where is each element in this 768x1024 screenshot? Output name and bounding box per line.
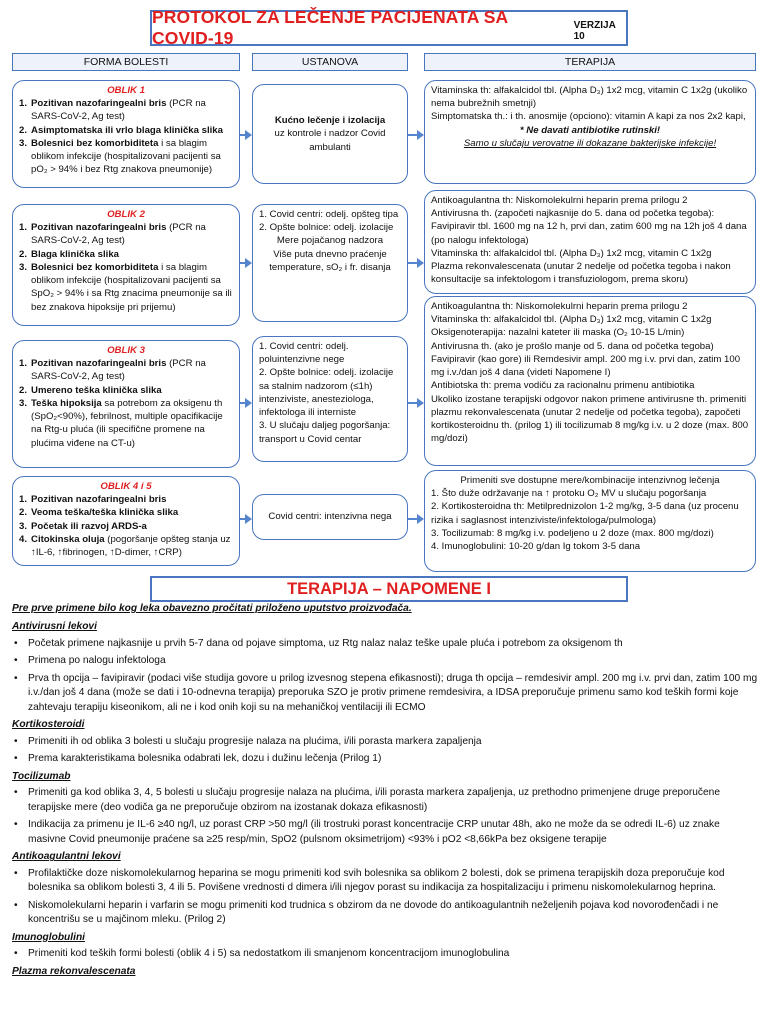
list-item: • Prema karakteristikama bolesnika odabrati lek, dozu i dužinu lečenja (Prilog 1) <box>12 752 758 766</box>
therapy-line: Vitaminska th: alfakalcidol tbl. (Alpha D₃) 1x2 mcg, vitamin C 1x2g <box>431 247 712 259</box>
terapija-box-oblik-2 <box>424 190 756 294</box>
therapy-line: Antivirusna th. (ako je prošlo manje od 5. dana od početka tegoba) Favipiravir (kao gore) ili Remdesivir ampl. 200 mg i.v. prvi dan, zatim 100 mg i.v./dan još 4 dana (videti Napomene I) <box>431 340 741 379</box>
list-item: • Primeniti kod teških formi bolesti (oblik 4 i 5) sa nedostatkom ili smanjenom koncentracijom imunoglobulina <box>12 947 758 961</box>
terapija-box-oblik-3 <box>424 296 756 466</box>
list-item: 4. Citokinska oluja (pogoršanje opšteg stanja uz ↑IL-6, ↑fibrinogen, ↑D-dimer, ↑CRP) <box>19 533 231 559</box>
ustanova-line: Kućno lečenje i izolacija <box>274 115 386 127</box>
section-title-kortikosteroidi: Kortikosteroidi <box>12 719 85 731</box>
notes-body <box>12 602 758 981</box>
list-item: • Prva th opcija – favipiravir (podaci više studija govore u prilog izvesnog stepena efikasnosti); druga th opcija – remdesivir ampl. 200 mg i.v. prvi dan, zatim 100 mg i.v./dan još 4 dana (može se dati i 10-odnevna terapija) preporuka SZO je protiv primene remdesivira, a IDSA preporučuje primenu samo kod teških formi koje zahtevaju terapiju kiseonikom, ali ne i kod onih koji su na mehaničkoj ventilaciji ili ECMO <box>12 672 758 715</box>
list-item: • Primeniti ih od oblika 3 bolesti u slučaju progresije nalaza na plućima, i/ili porasta markera zapaljenja <box>12 735 758 749</box>
notes-intro: Pre prve primene bilo kog leka obavezno pročitati priloženo uputstvo proizvođača. <box>12 603 412 614</box>
therapy-line: Vitaminska th: alfakalcidol tbl. (Alpha D₃) 1x2 mcg, vitamin C 1x2g <box>431 314 712 326</box>
therapy-line: 2. Kortikosteroidna th: Metilprednizolon 1-2 mg/kg, 3-5 dana (uz procenu rizika i saglasnost intenziviste/infektologa/pulmologa) <box>431 501 739 526</box>
notes-heading: TERAPIJA – NAPOMENE I <box>150 576 628 602</box>
terapija-box-oblik-1 <box>424 80 756 184</box>
list-item: 1. Pozitivan nazofaringealni bris <box>19 494 167 506</box>
ustanova-box-oblik-2 <box>252 204 408 322</box>
arrow-icon <box>408 134 422 136</box>
ustanova-line: 1. Covid centri: odelj. opšteg tipa <box>259 209 399 220</box>
list-item: 1. Pozitivan nazofaringealni bris (PCR na SARS-CoV-2, Ag test) <box>19 98 206 123</box>
list-item: 3. Bolesnici bez komorbiditeta i sa blagim oblikom infekcije (hospitalizovani pacijenti sa SpO₂ > 94% i sa Rtg znacima pneumonije sa ili bez znakova hipoksije pri prijemu) <box>19 261 232 313</box>
therapy-line: 1. Što duže održavanje na ↑ protoku O₂ MV u slučaju pogoršanja <box>431 488 707 500</box>
list-item: 2. Umereno teška klinička slika <box>19 384 162 396</box>
ustanova-line: 1. Covid centri: odelj. poluintenzivne nege <box>259 341 349 366</box>
list-item: • Početak primene najkasnije u prvih 5-7 dana od pojave simptoma, uz Rtg nalaz nalaz teške upale pluća i potrebom za oksigenom th <box>12 637 758 651</box>
list-item: 1. Pozitivan nazofaringealni bris (PCR na SARS-CoV-2, Ag test) <box>19 358 206 383</box>
ustanova-box-oblik-4-5 <box>252 494 408 540</box>
header-terapija: TERAPIJA <box>424 53 756 71</box>
list-item: 3. Početak ili razvoj ARDS-a <box>19 520 147 532</box>
bullet-icon: • <box>14 672 18 684</box>
therapy-line: Ukoliko izostane terapijski odgovor nakon primene antivirusne th. primeniti plazmu rekonvalescenata (unutar 2 nedelje od početka tegoba), započeti kortikosteroidnu th. (prilog 1) ili tocilizumab 8 mg/kg i.v. u 2 doze (max. 800 mg/dozi) <box>431 393 749 445</box>
form-box-oblik-1 <box>12 80 240 188</box>
therapy-line: Primeniti sve dostupne mere/kombinacije intenzivnog lečenja <box>460 475 720 486</box>
therapy-line: Simptomatska th.: i th. anosmije (opciono): vitamin A kapi za nos 2x2 kapi, <box>431 111 746 123</box>
ustanova-box-oblik-3 <box>252 336 408 462</box>
therapy-line: Oksigenoterapija: nazalni kateter ili maska (O₂ 10-15 L/min) <box>431 327 685 339</box>
list-item: • Indikacija za primenu je IL-6 ≥40 ng/l, uz porast CRP >50 mg/l (ili trostruki porast koncentracije CRP unutar 48h, ako ne može da se odredi IL-6) uz znake masivne Covid pneumonije praćene sa ≥25 resp/min, SpO2 (pulsnom oksimetrijom) <93% i pO2 <8,66kPa bez oksigene terapije <box>12 818 758 847</box>
therapy-line: Vitaminska th: alfakalcidol tbl. (Alpha D₃) 1x2 mcg, vitamin C 1x2g (ukoliko nema bubrežnih smetnji) <box>431 85 748 110</box>
bullet-icon: • <box>14 867 18 879</box>
list-item: 2. Asimptomatska ili vrlo blaga klinička slika <box>19 124 223 136</box>
header-ustanova: USTANOVA <box>252 53 408 71</box>
ustanova-line: Covid centri: intenzivna nega <box>268 511 392 523</box>
bullet-icon: • <box>14 819 18 831</box>
document-title-box <box>150 7 628 48</box>
ustanova-line: 2. Opšte bolnice: odelj. izolacije <box>259 222 394 234</box>
therapy-line: Antibiotska th: prema vodiču za racionalnu primenu antibiotika <box>431 380 695 392</box>
therapy-line: Plazma rekonvalescenata (unutar 2 nedelje od početka tegoba i nakon konsultacije sa infektologom i transfuziologom, prema skoru) <box>431 261 731 286</box>
terapija-box-oblik-4-5 <box>424 470 756 572</box>
arrow-icon <box>240 262 250 264</box>
section-title-imunoglobulini: Imunoglobulini <box>12 931 85 943</box>
therapy-line: Antikoagulantna th: Niskomolekulrni heparin prema prilogu 2 <box>431 195 688 206</box>
oblik-label: OBLIK 2 <box>107 209 145 220</box>
therapy-line: Antivirusna th. (započeti najkasnije do 5. dana od početka tegoba): Favipiravir tbl. 1600 mg na 12 h, prvi dan, zatim 600 mg na 12h još 4 dana (po nalogu infektologa) <box>431 208 747 246</box>
list-item: 2. Veoma teška/teška klinička slika <box>19 507 179 519</box>
oblik-label: OBLIK 1 <box>107 85 145 96</box>
bullet-icon: • <box>14 655 18 667</box>
section-title-plazma: Plazma rekonvalescenata <box>12 965 136 977</box>
ustanova-box-oblik-1 <box>252 84 408 184</box>
list-item: 3. Teška hipoksija sa potrebom za oksigenu th (SpO₂<90%), febrilnost, multiple opacifikacije na Rtg-u pluća (ili specifične promene na plućima viđene na CT-u) <box>19 397 223 449</box>
list-item: • Niskomolekularni heparin i varfarin se mogu primeniti kod trudnica s obzirom da ne dovode do antikoagulantnih neželjenih pojava kod novorođenčadi i ne koncentrišu se u majčinom mleku. (Prilog 2) <box>12 899 758 928</box>
section-title-tocilizumab: Tocilizumab <box>12 770 71 782</box>
bullet-icon: • <box>14 735 18 747</box>
bullet-icon: • <box>14 899 18 911</box>
arrow-icon <box>408 262 422 264</box>
version-label: VERZIJA 10 <box>573 19 616 42</box>
bullet-icon: • <box>14 948 18 960</box>
ustanova-line: Mere pojačanog nadzora <box>276 235 384 247</box>
bullet-icon: • <box>14 753 18 765</box>
therapy-warning: * Ne davati antibiotike rutinski! <box>519 124 661 136</box>
therapy-line: 3. Tocilizumab: 8 mg/kg i.v. podeljeno u 2 doze (max. 800 mg/dozi) <box>431 527 714 539</box>
oblik-label: OBLIK 3 <box>107 345 145 356</box>
ustanova-line: 3. U slučaju daljeg pogoršanja: transport u Covid centar <box>259 420 391 445</box>
ustanova-line: Više puta dnevno praćenje temperature, sO₂ i fr. disanja <box>269 248 391 273</box>
form-box-oblik-3 <box>12 340 240 468</box>
bullet-icon: • <box>14 637 18 649</box>
oblik-label: OBLIK 4 i 5 <box>100 481 152 492</box>
form-box-oblik-4-5 <box>12 476 240 566</box>
ustanova-line: 2. Opšte bolnice: odelj. izolacije sa stalnim nadzorom (≤1h) intenziviste, anesteziologa, infektologa ili interniste <box>259 367 394 419</box>
therapy-note: Samo u slučaju verovatne ili dokazane bakterijske infekcije! <box>463 137 717 149</box>
section-title-antikoagulantni: Antikoagulantni lekovi <box>12 851 121 863</box>
list-item: 1. Pozitivan nazofaringealni bris (PCR na SARS-CoV-2, Ag test) <box>19 222 206 247</box>
list-item: 3. Bolesnici bez komorbiditeta i sa blagim oblikom infekcije (hospitalizovani pacijenti sa pO₂ > 94% i bez Rtg znakova pneumonije) <box>19 137 221 176</box>
arrow-icon <box>240 134 250 136</box>
header-forma-bolesti: FORMA BOLESTI <box>12 53 240 71</box>
list-item: 2. Blaga klinička slika <box>19 248 120 260</box>
bullet-icon: • <box>14 787 18 799</box>
form-box-oblik-2 <box>12 204 240 326</box>
list-item: • Profilaktičke doze niskomolekularnog heparina se mogu primeniti kod svih bolesnika sa oblikom 2 bolesti, dok se primena terapijskih doza preporučuje kod bolesnika sa oblikom bolesti 3, 4 ili 5. Povišene vrednosti d dimera i/ili njegov porast su indikacija za hospitalizaciju i primenu niskomolekularnog heprina. <box>12 867 758 896</box>
list-item: • Primeniti ga kod oblika 3, 4, 5 bolesti u slučaju progresije nalaza na plućima, i/ili porasta markera zapaljenja, uz prethodno primenjene druge preporučene terapijske mere (deo vodiča ga ne preporučuje obzirom na izostanak dokaza efikasnosti) <box>12 786 758 815</box>
arrow-icon <box>408 518 422 520</box>
arrow-icon <box>240 402 250 404</box>
ustanova-line: uz kontrole i nadzor Covid ambulanti <box>274 128 386 153</box>
arrow-icon <box>240 518 250 520</box>
list-item: • Primena po nalogu infektologa <box>12 654 758 668</box>
section-title-antivirusni: Antivirusni lekovi <box>12 621 97 633</box>
therapy-line: 4. Imunoglobulini: 10-20 g/dan Ig tokom 3-5 dana <box>431 541 641 553</box>
therapy-line: Antikoagulantna th: Niskomolekulrni heparin prema prilogu 2 <box>431 301 688 312</box>
arrow-icon <box>408 402 422 404</box>
document-title: PROTOKOL ZA LEČENJE PACIJENATA SA COVID-19 <box>152 7 508 48</box>
